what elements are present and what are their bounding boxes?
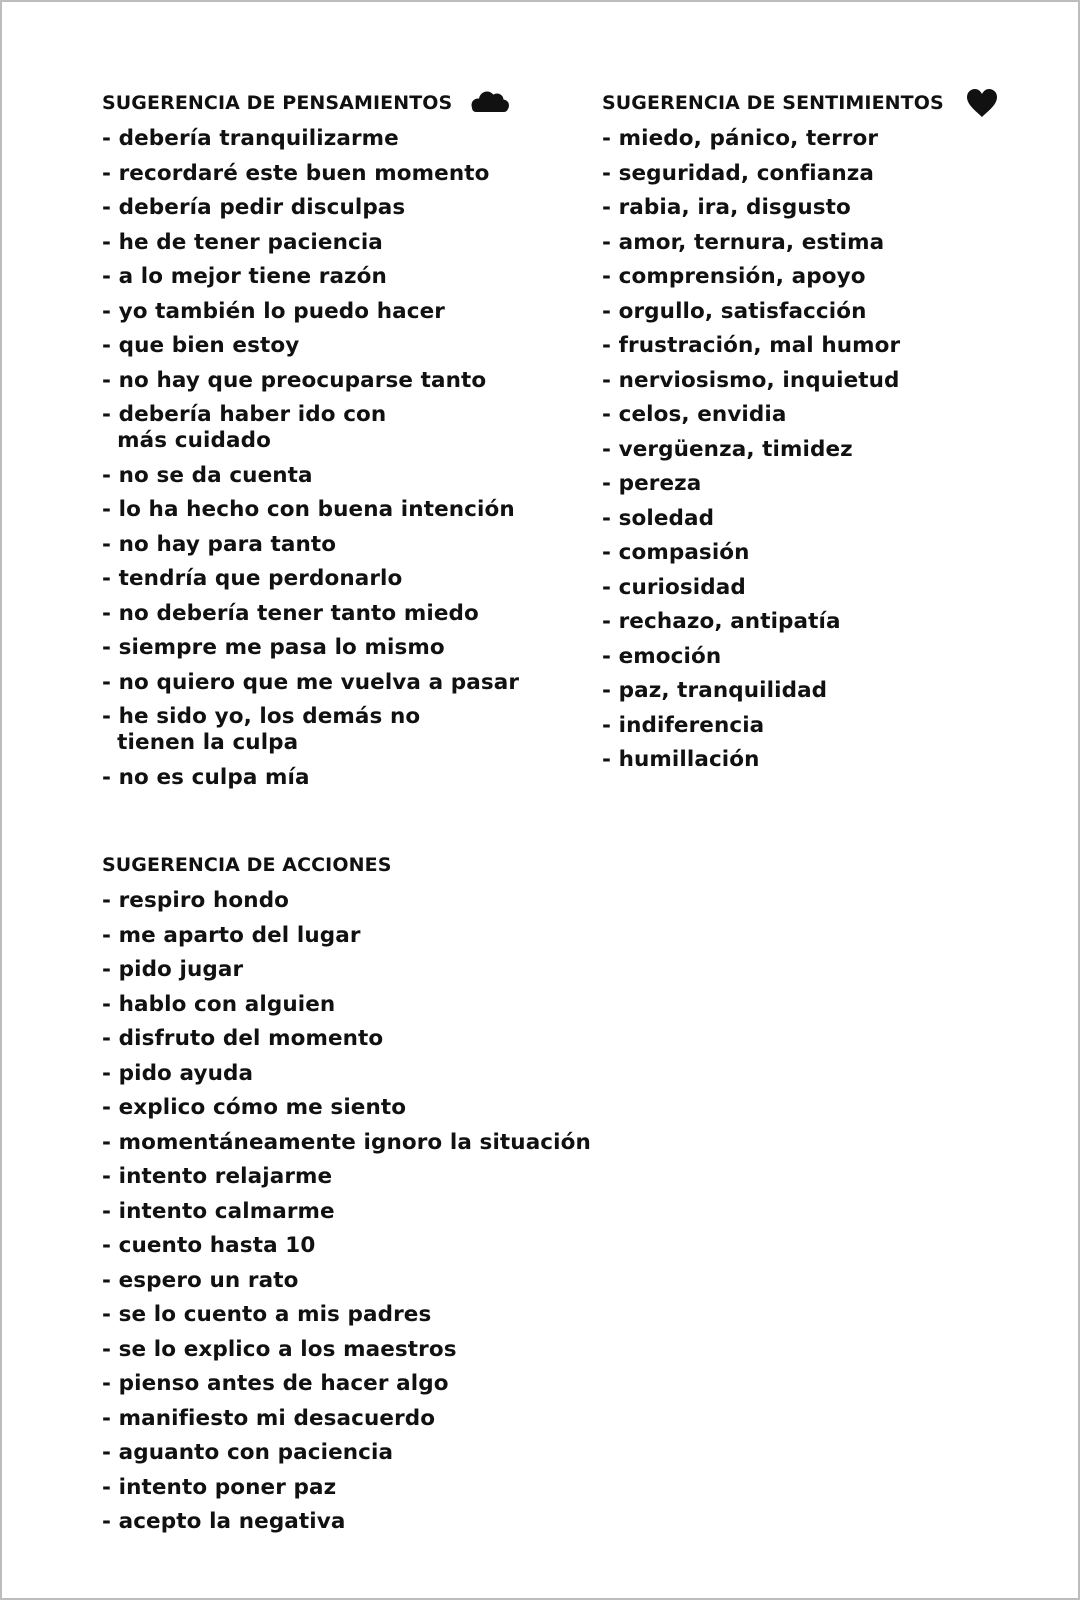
action-item: - momentáneamente ignoro la situación	[102, 1129, 591, 1155]
action-item: - espero un rato	[102, 1267, 299, 1293]
thought-item: - debería pedir disculpas	[102, 195, 406, 220]
thoughts-heading-row	[102, 88, 572, 118]
action-item: - hablo con alguien	[102, 991, 336, 1017]
feeling-item: - orgullo, satisfacción	[602, 298, 867, 324]
action-item: - pido jugar	[102, 957, 244, 982]
feeling-item: - vergüenza, timidez	[602, 436, 853, 462]
action-item: - cuento hasta 10	[102, 1233, 316, 1258]
actions-heading-row	[102, 850, 702, 880]
thought-item: - lo ha hecho con buena intención	[102, 497, 515, 522]
feeling-item: - miedo, pánico, terror	[602, 126, 879, 151]
thought-item: - he sido yo, los demás no tienen la culpa	[102, 704, 421, 755]
actions-heading: SUGERENCIA DE ACCIONES	[102, 854, 392, 876]
thought-item: - debería haber ido con más cuidado	[102, 402, 387, 453]
action-item: - intento calmarme	[102, 1198, 335, 1224]
thought-item: - a lo mejor tiene razón	[102, 264, 387, 289]
action-item: - explico cómo me siento	[102, 1095, 407, 1120]
feeling-item: - rabia, ira, disgusto	[602, 195, 851, 220]
feeling-item: - humillación	[602, 747, 760, 772]
feeling-item: - curiosidad	[602, 574, 746, 600]
thought-item: - que bien estoy	[102, 333, 300, 358]
action-item: - intento relajarme	[102, 1164, 333, 1189]
feeling-item: - compasión	[602, 540, 750, 565]
feelings-list	[602, 126, 1042, 773]
heart-icon	[966, 88, 998, 118]
feeling-item: - comprensión, apoyo	[602, 264, 866, 289]
thought-item: - siempre me pasa lo mismo	[102, 635, 445, 660]
feeling-item: - soledad	[602, 505, 715, 531]
feeling-item: - emoción	[602, 643, 722, 669]
feeling-item: - pereza	[602, 471, 702, 496]
cloud-icon	[466, 90, 512, 116]
thoughts-section	[102, 88, 572, 799]
action-item: - disfruto del momento	[102, 1026, 384, 1051]
action-item: - intento poner paz	[102, 1474, 337, 1500]
thought-item: - no es culpa mía	[102, 764, 310, 790]
action-item: - manifiesto mi desacuerdo	[102, 1405, 436, 1431]
thought-item: - no quiero que me vuelva a pasar	[102, 669, 520, 695]
action-item: - pido ayuda	[102, 1060, 254, 1086]
actions-section	[102, 850, 702, 1544]
thought-item: - yo también lo puedo hacer	[102, 298, 445, 324]
action-item: - se lo cuento a mis padres	[102, 1302, 432, 1327]
actions-list	[102, 888, 702, 1535]
action-item: - pienso antes de hacer algo	[102, 1371, 449, 1396]
feeling-item: - paz, tranquilidad	[602, 678, 828, 703]
feeling-item: - celos, envidia	[602, 402, 787, 427]
thought-item: - tendría que perdonarlo	[102, 566, 403, 591]
feeling-item: - nerviosismo, inquietud	[602, 367, 900, 393]
feelings-heading-row	[602, 88, 1042, 118]
thought-item: - no hay para tanto	[102, 531, 337, 557]
thoughts-list	[102, 126, 572, 791]
feelings-heading: SUGERENCIA DE SENTIMIENTOS	[602, 92, 944, 114]
thought-item: - no se da cuenta	[102, 462, 313, 488]
thought-item: - debería tranquilizarme	[102, 126, 399, 151]
feeling-item: - rechazo, antipatía	[602, 609, 841, 634]
feelings-section	[602, 88, 1042, 782]
action-item: - aguanto con paciencia	[102, 1440, 394, 1465]
thoughts-heading: SUGERENCIA DE PENSAMIENTOS	[102, 92, 453, 114]
feeling-item: - amor, ternura, estima	[602, 229, 885, 255]
thought-item: - no debería tener tanto miedo	[102, 600, 479, 626]
action-item: - se lo explico a los maestros	[102, 1336, 457, 1362]
thought-item: - he de tener paciencia	[102, 229, 383, 255]
thought-item: - no hay que preocuparse tanto	[102, 367, 487, 393]
feeling-item: - seguridad, confianza	[602, 160, 874, 186]
feeling-item: - indiferencia	[602, 712, 765, 738]
feeling-item: - frustración, mal humor	[602, 333, 901, 358]
action-item: - respiro hondo	[102, 888, 290, 913]
action-item: - acepto la negativa	[102, 1509, 346, 1534]
action-item: - me aparto del lugar	[102, 922, 361, 948]
thought-item: - recordaré este buen momento	[102, 160, 490, 186]
